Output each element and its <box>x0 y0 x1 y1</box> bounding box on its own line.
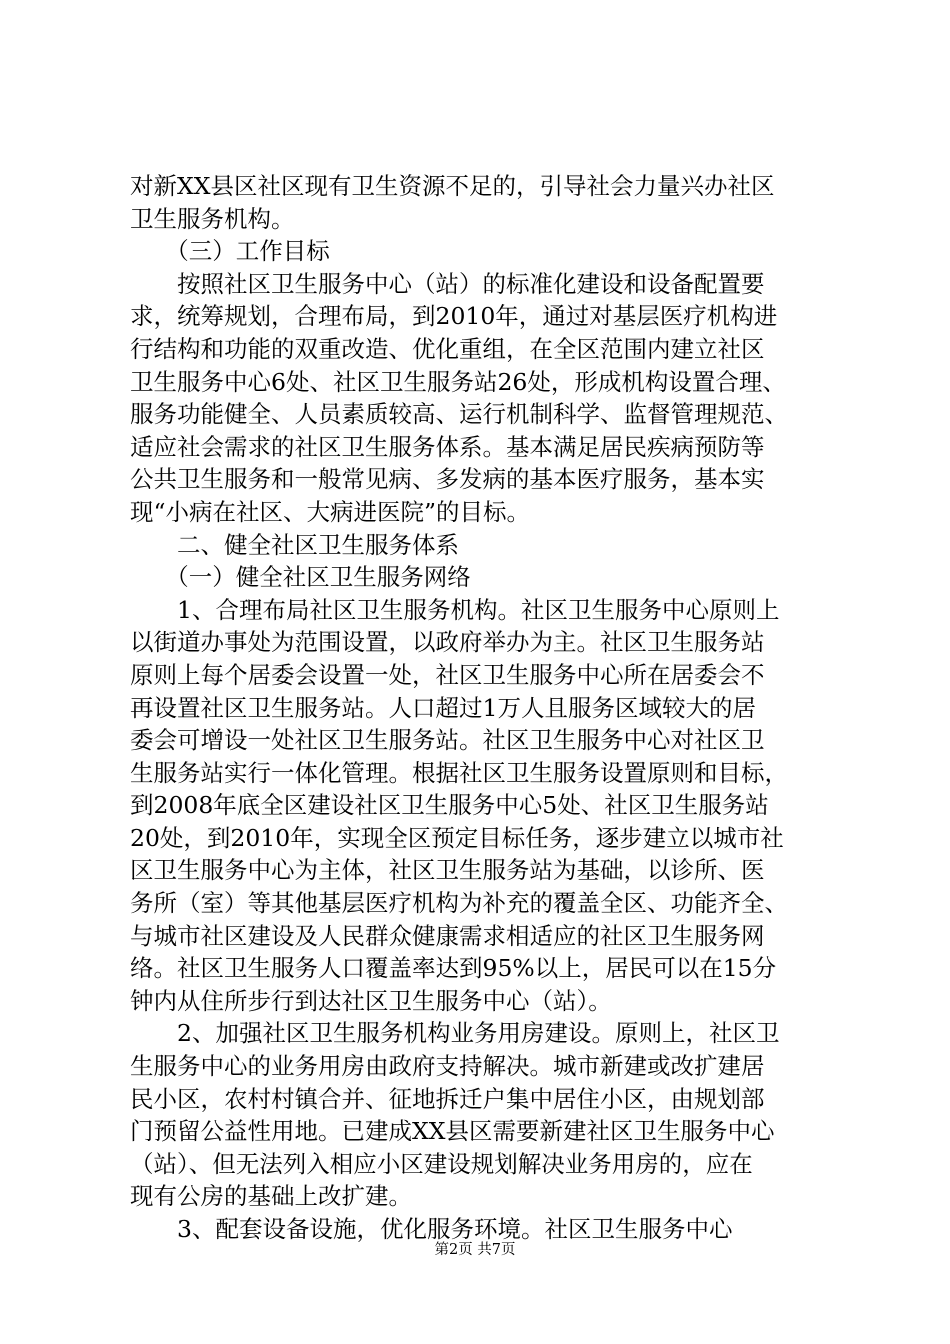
text-line: 络。社区卫生服务人口覆盖率达到95%以上，居民可以在15分 <box>130 954 777 983</box>
text-line: 2、加强社区卫生服务机构业务用房建设。原则上，社区卫 <box>130 1019 780 1048</box>
text-line: 生服务站实行一体化管理。根据社区卫生服务设置原则和目标， <box>130 758 788 787</box>
text-line: 民小区，农村村镇合并、征地拆迁户集中居住小区，由规划部 <box>130 1084 765 1113</box>
text-line: 门预留公益性用地。已建成XX县区需要新建社区卫生服务中心 <box>130 1117 775 1146</box>
text-line: 服务功能健全、人员素质较高、运行机制科学、监督管理规范、 <box>130 400 788 429</box>
text-line: 再设置社区卫生服务站。人口超过1万人且服务区域较大的居 <box>130 693 756 722</box>
text-line: 以街道办事处为范围设置，以政府举办为主。社区卫生服务站 <box>130 628 765 657</box>
text-line: 按照社区卫生服务中心（站）的标准化建设和设备配置要 <box>130 269 765 298</box>
document-body <box>130 170 830 1246</box>
text-line: （站）、但无法列入相应小区建设规划解决业务用房的，应在 <box>130 1149 753 1178</box>
text-line: 对新XX县区社区现有卫生资源不足的，引导社会力量兴办社区 <box>130 172 775 200</box>
text-line: 委会可增设一处社区卫生服务站。社区卫生服务中心对社区卫 <box>130 726 765 755</box>
text-line: 卫生服务中心6处、社区卫生服务站26处，形成机构设置合理、 <box>130 367 786 396</box>
text-line: 求，统筹规划，合理布局，到2010年，通过对基层医疗机构进 <box>130 302 778 331</box>
text-line: 20处，到2010年，实现全区预定目标任务，逐步建立以城市社 <box>130 823 784 852</box>
text-line: 钟内从住所步行到达社区卫生服务中心（站）。 <box>130 986 612 1015</box>
text-line: 行结构和功能的双重改造、优化重组，在全区范围内建立社区 <box>130 334 765 363</box>
text-line: 公共卫生服务和一般常见病、多发病的基本医疗服务，基本实 <box>130 465 765 494</box>
text-line: 务所（室）等其他基层医疗机构为补充的覆盖全区、功能齐全、 <box>130 889 788 918</box>
text-line: 二、健全社区卫生服务体系 <box>130 530 459 559</box>
text-line: 1、合理布局社区卫生服务机构。社区卫生服务中心原则上 <box>130 595 780 624</box>
text-line: （三）工作目标 <box>130 237 330 266</box>
text-line: 3、配套设备设施，优化服务环境。社区卫生服务中心 <box>130 1215 733 1243</box>
text-line: （一）健全社区卫生服务网络 <box>130 563 471 592</box>
page-footer: 第2页 共7页 <box>434 1242 516 1258</box>
text-line: 区卫生服务中心为主体，社区卫生服务站为基础，以诊所、医 <box>130 856 765 885</box>
text-line: 原则上每个居委会设置一处，社区卫生服务中心所在居委会不 <box>130 660 765 689</box>
text-line: 现有公房的基础上改扩建。 <box>130 1182 412 1211</box>
text-line: 与城市社区建设及人民群众健康需求相适应的社区卫生服务网 <box>130 921 765 950</box>
text-line: 生服务中心的业务用房由政府支持解决。城市新建或改扩建居 <box>130 1052 765 1081</box>
text-line: 到2008年底全区建设社区卫生服务中心5处、社区卫生服务站 <box>130 791 769 820</box>
text-line: 现“小病在社区、大病进医院”的目标。 <box>130 497 531 526</box>
text-line: 适应社会需求的社区卫生服务体系。基本满足居民疾病预防等 <box>130 432 765 461</box>
text-line: 卫生服务机构。 <box>130 204 295 233</box>
